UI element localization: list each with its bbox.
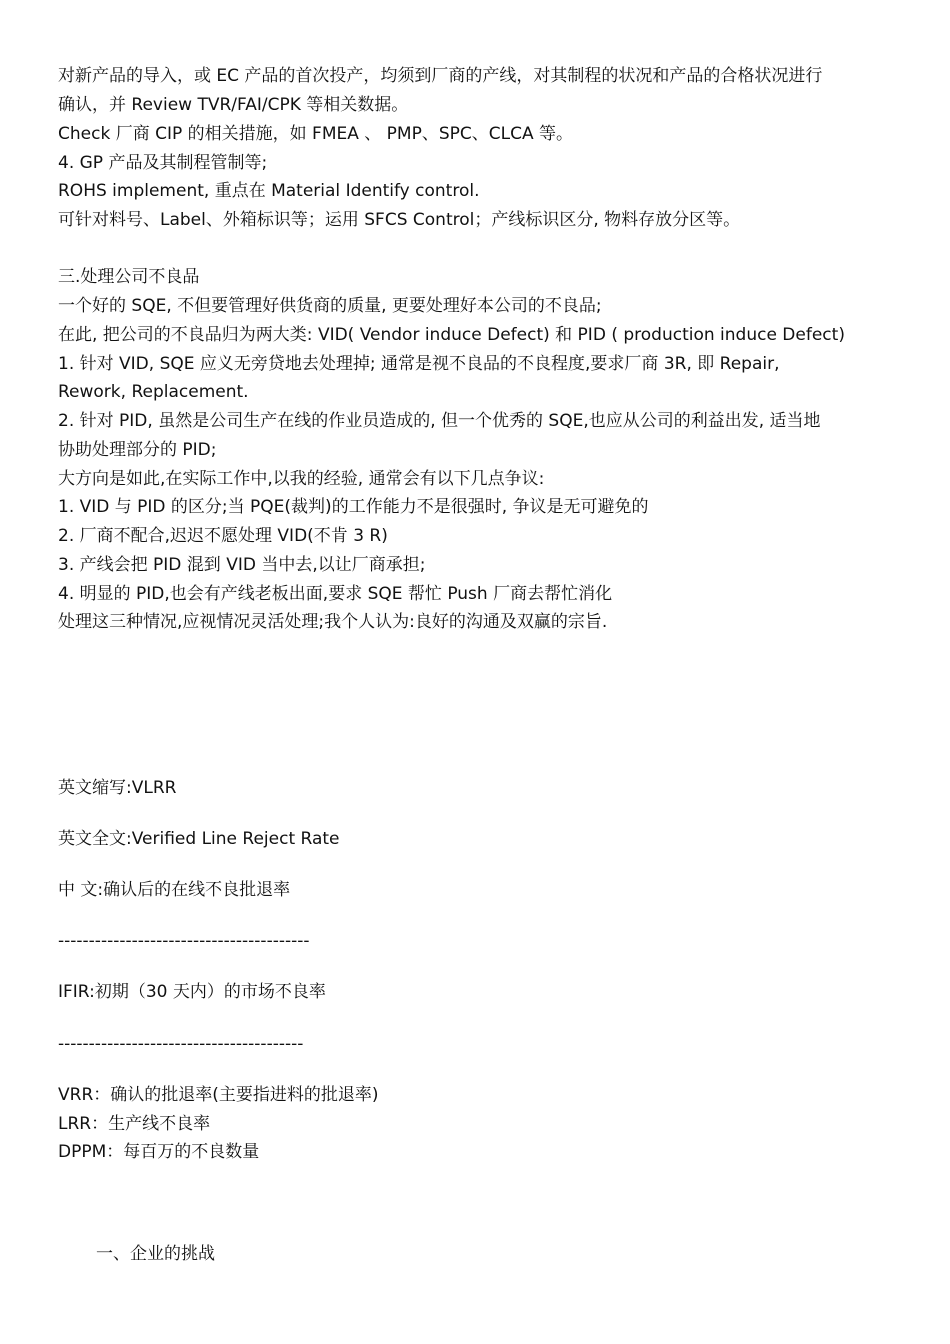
paragraph-line: 2. 厂商不配合,迟迟不愿处理 VID(不肯 3 R): [58, 526, 388, 546]
paragraph-line: 4. GP 产品及其制程管制等;: [58, 153, 268, 173]
paragraph-line: 1. 针对 VID, SQE 应义无旁贷地去处理掉; 通常是视不良品的不良程度,要求厂商 3R, 即 Repair,: [58, 354, 780, 374]
paragraph-line: Check 厂商 CIP 的相关措施，如 FMEA 、 PMP、SPC、CLCA 等。: [58, 124, 573, 144]
glossary-cn: 中 文:确认后的在线不良批退率: [58, 880, 291, 900]
paragraph-line: 确认，并 Review TVR/FAI/CPK 等相关数据。: [58, 95, 409, 115]
paragraph-line: 协助处理部分的 PID;: [58, 440, 217, 460]
paragraph-line: 1. VID 与 PID 的区分;当 PQE(裁判)的工作能力不是很强时, 争议是无可避免的: [58, 497, 649, 517]
paragraph-line: 可针对料号、Label、外箱标识等；运用 SFCS Control；产线标识区分, 物料存放分区等。: [58, 210, 741, 230]
paragraph-line: 一个好的 SQE, 不但要管理好供货商的质量, 更要处理好本公司的不良品;: [58, 296, 602, 316]
section-heading: 三.处理公司不良品: [58, 267, 200, 287]
paragraph-line: 4. 明显的 PID,也会有产线老板出面,要求 SQE 帮忙 Push 厂商去帮忙消化: [58, 584, 613, 604]
paragraph-line: 3. 产线会把 PID 混到 VID 当中去,以让厂商承担;: [58, 555, 426, 575]
paragraph-line: Rework, Replacement.: [58, 382, 249, 402]
glossary-lrr: LRR：生产线不良率: [58, 1114, 211, 1134]
glossary-abbr: 英文缩写:VLRR: [58, 778, 177, 798]
paragraph-line: 大方向是如此,在实际工作中,以我的经验, 通常会有以下几点争议:: [58, 469, 545, 489]
paragraph-line: ROHS implement, 重点在 Material Identify control.: [58, 181, 480, 201]
section-heading: 一、企业的挑战: [96, 1244, 215, 1264]
glossary-full: 英文全文:Verified Line Reject Rate: [58, 829, 340, 849]
paragraph-line: 对新产品的导入，或 EC 产品的首次投产，均须到厂商的产线，对其制程的状况和产品的合格状况进行: [58, 66, 823, 86]
paragraph-line: 在此, 把公司的不良品归为两大类: VID( Vendor induce Defect) 和 PID ( production induce Defect): [58, 325, 845, 345]
glossary-dppm: DPPM：每百万的不良数量: [58, 1142, 260, 1162]
paragraph-line: 处理这三种情况,应视情况灵活处理;我个人认为:良好的沟通及双赢的宗旨.: [58, 612, 608, 632]
divider: -----------------------------------------: [58, 931, 310, 951]
divider: ----------------------------------------: [58, 1034, 304, 1054]
paragraph-line: 2. 针对 PID, 虽然是公司生产在线的作业员造成的, 但一个优秀的 SQE,也应从公司的利益出发, 适当地: [58, 411, 821, 431]
glossary-vrr: VRR：确认的批退率(主要指进料的批退率): [58, 1085, 379, 1105]
glossary-ifir: IFIR:初期（30 天内）的市场不良率: [58, 982, 326, 1002]
